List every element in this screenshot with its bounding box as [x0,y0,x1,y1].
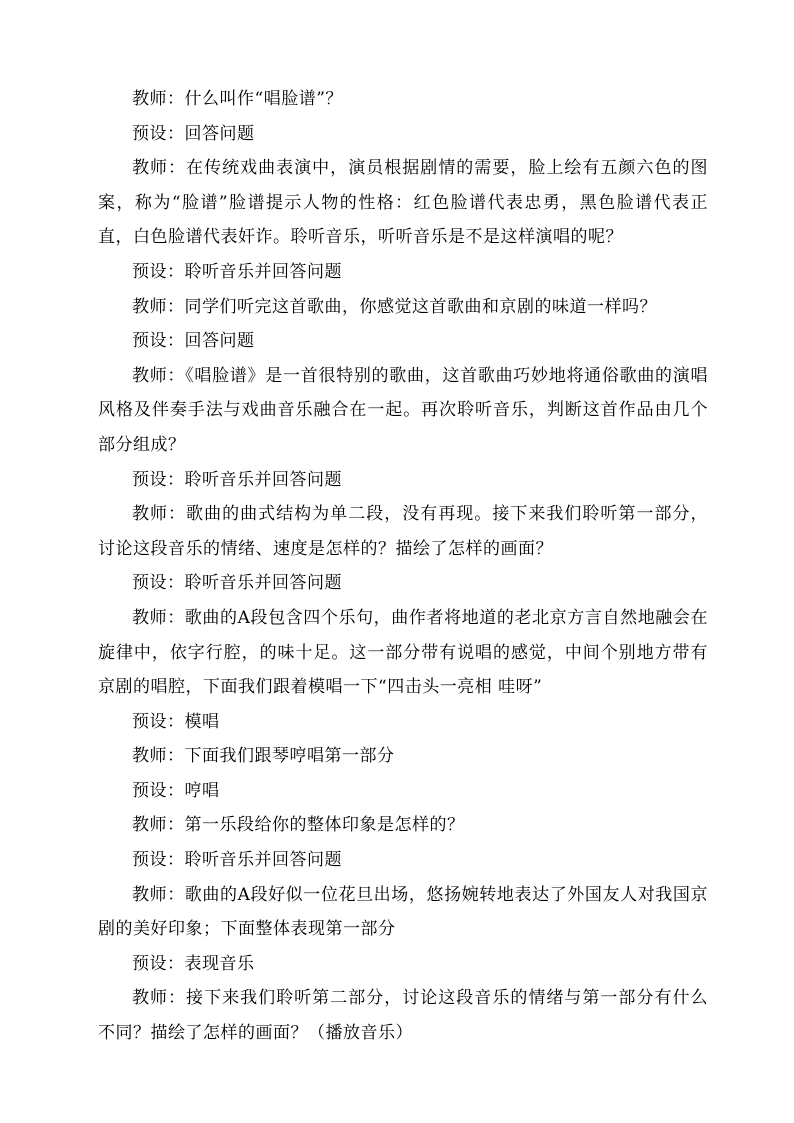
paragraph-19: 教师：接下来我们聆听第二部分，讨论这段音乐的情绪与第一部分有什么不同？描绘了怎样的画面？（播放音乐） [98,988,708,1044]
paragraph-18: 预设：表现音乐 [132,953,255,974]
paragraph-9: 教师：歌曲的曲式结构为单二段，没有再现。接下来我们聆听第一部分，讨论这段音乐的情绪、速度是怎样的？描绘了怎样的画面？ [98,504,708,559]
paragraph-10: 预设：聆听音乐并回答问题 [132,573,342,594]
paragraph-2: 预设：回答问题 [132,123,255,144]
paragraph-5: 教师：同学们听完这首歌曲，你感觉这首歌曲和京剧的味道一样吗？ [132,296,657,317]
paragraph-6: 预设：回答问题 [132,331,255,352]
paragraph-11: 教师：歌曲的A段包含四个乐句，曲作者将地道的老北京方言自然地融会在旋律中，依字行腔，的味十足。这一部分带有说唱的感觉，中间个别地方带有京剧的唱腔，下面我们跟着模唱一下“四击头一亮相 哇呀” [98,607,708,698]
paragraph-4: 预设：聆听音乐并回答问题 [132,261,342,282]
paragraph-12: 预设：模唱 [132,711,220,732]
paragraph-15: 教师：第一乐段给你的整体印象是怎样的？ [132,815,465,836]
paragraph-1: 教师：什么叫作“唱脸谱”？ [132,89,343,109]
paragraph-13: 教师：下面我们跟琴哼唱第一部分 [132,746,395,767]
paragraph-3: 教师：在传统戏曲表演中，演员根据剧情的需要，脸上绘有五颜六色的图案，称为“脸谱”脸谱提示人物的性格：红色脸谱代表忠勇，黑色脸谱代表正直，白色脸谱代表奸诈。聆听音乐，听听音乐是不是这样演唱的呢？ [98,158,708,248]
document-body [98,82,708,1051]
paragraph-16: 预设：聆听音乐并回答问题 [132,850,342,871]
paragraph-8: 预设：聆听音乐并回答问题 [132,469,342,490]
paragraph-17: 教师：歌曲的A段好似一位花旦出场，悠扬婉转地表达了外国友人对我国京剧的美好印象；下面整体表现第一部分 [98,884,708,940]
paragraph-7: 教师：《唱脸谱》是一首很特别的歌曲，这首歌曲巧妙地将通俗歌曲的演唱风格及伴奏手法与戏曲音乐融合在一起。再次聆听音乐，判断这首作品由几个部分组成？ [98,365,708,455]
paragraph-14: 预设：哼唱 [132,780,220,801]
